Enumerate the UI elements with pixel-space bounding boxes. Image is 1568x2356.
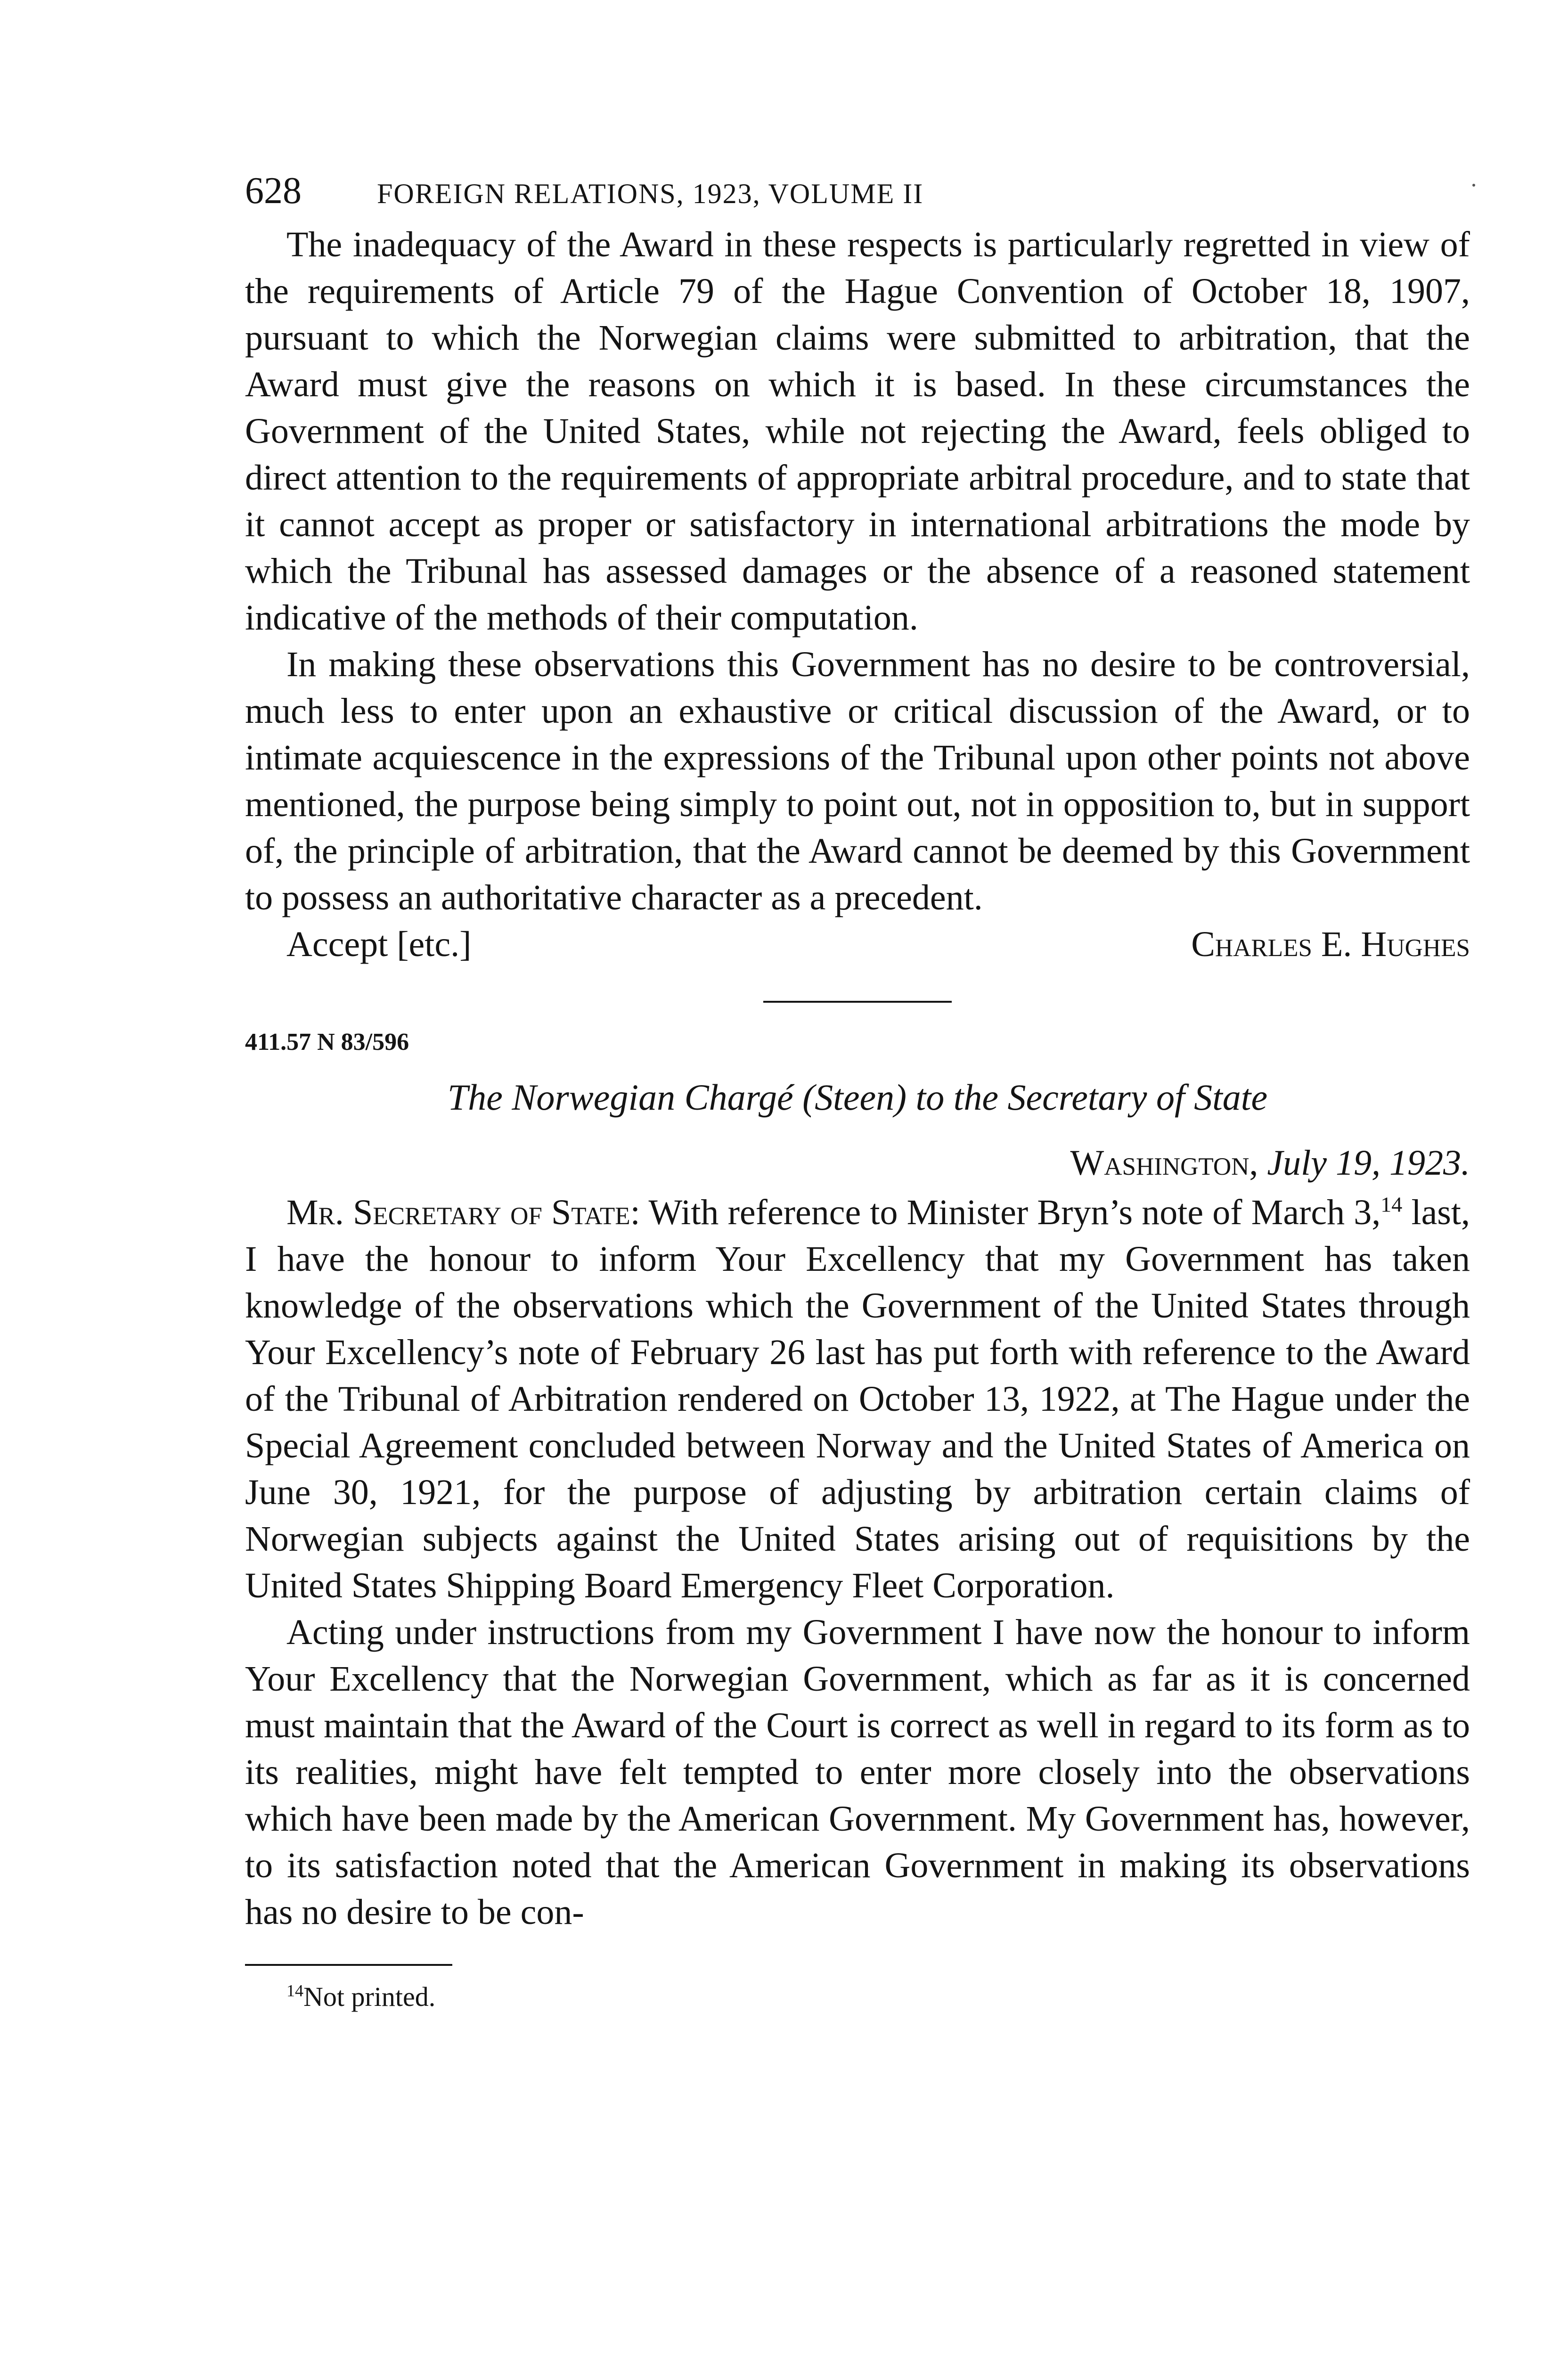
document-page (245, 170, 1470, 2016)
running-title: FOREIGN RELATIONS, 1923, VOLUME II (377, 178, 924, 209)
closing-text: Accept [etc.] (286, 924, 472, 964)
margin-mark (1472, 184, 1475, 187)
footnote-text: Not printed. (303, 1981, 436, 2012)
document-title: The Norwegian Chargé (Steen) to the Secretary of State (447, 1077, 1268, 1118)
letter1-paragraph-1: The inadequacy of the Award in these respects is particularly regretted in view of the requirements of Article 79 of the Hague Convention of October 18, 1907, pursuant to which the Norwegian claims were submitted to arbitration, that the Award must give the reasons on which it is based. In these circumstances the Government of the United States, while not rejecting the Award, feels obliged to direct attention to the requirements of appropriate arbitral procedure, and to state that it cannot accept as proper or satisfactory in international arbitrations the mode by which the Tribunal has assessed damages or the absence of a reasoned statement indicative of the methods of their computation. (245, 225, 1470, 638)
page-number: 628 (245, 170, 302, 212)
letter2-paragraph-1 (245, 1189, 1470, 1609)
section-divider (763, 1001, 952, 1003)
footnote (245, 1978, 1470, 2016)
salutation: Mr. Secretary of State: (286, 1193, 640, 1232)
letter1-paragraph-2: In making these observations this Government has no desire to be controversial, much less to enter upon an exhaustive or critical discussion of the Award, or to intimate acquiescence in the expressions of the Tribunal upon other points not above mentioned, the purpose being simply to point out, not in opposition to, but in support of, the principle of arbitration, that the Award cannot be deemed by this Government to possess an authoritative character as a precedent. (245, 645, 1470, 917)
para1-before-ref: With reference to Minister Bryn’s note of March 3, (648, 1193, 1381, 1232)
dateline-date: July 19, 1923. (1267, 1143, 1470, 1183)
footnote-marker: 14 (286, 1981, 303, 2000)
closing-row (245, 921, 1470, 968)
footnote-divider (245, 1964, 452, 1966)
dateline-place: Washington, (1070, 1143, 1258, 1183)
letter2-paragraph-2: Acting under instructions from my Government I have now the honour to inform Your Excellency that the Norwegian Government, which as far as it is concerned must maintain that the Award of the Court is correct as well in regard to its form as to its realities, might have felt tempted to enter more closely into the observations which have been made by the American Government. My Government has, however, to its satisfaction noted that the American Government in making its observations has no desire to be con- (245, 1612, 1470, 1932)
dateline (245, 1137, 1470, 1189)
para1-after-ref: last, I have the honour to inform Your Excellency that my Government has taken knowledge of the observations which the Government of the United States through Your Excellency’s note of February 26 last has put forth with reference to the Award of the Tribunal of Arbitration rendered on October 13, 1922, at The Hague under the Special Agreement concluded between Norway and the United States of America on June 30, 1921, for the purpose of adjusting by arbitration certain claims of Norwegian subjects against the United States arising out of requisitions by the United States Shipping Board Emergency Fleet Corporation. (245, 1193, 1470, 1605)
file-number: 411.57 N 83/596 (245, 1029, 409, 1055)
running-head (245, 170, 1470, 221)
footnote-reference[interactable]: 14 (1380, 1192, 1403, 1217)
signature: Charles E. Hughes (1191, 924, 1470, 964)
